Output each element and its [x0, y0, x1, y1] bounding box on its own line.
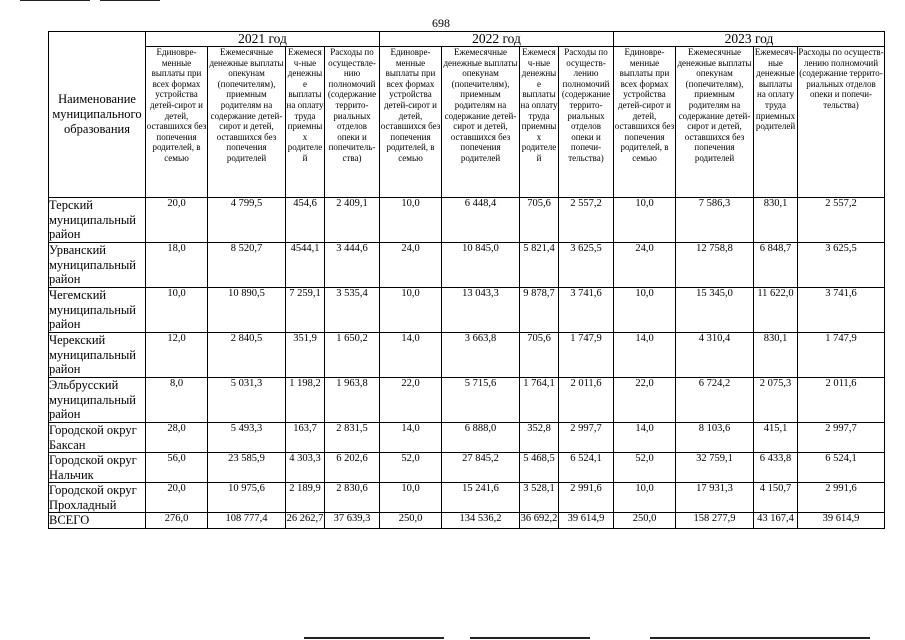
value-cell: 2 409,1 [325, 198, 380, 243]
scan-line-bottom-left [304, 637, 444, 639]
municipality-name-cell: Черекский муниципальный район [49, 333, 146, 378]
value-cell: 6 202,6 [325, 453, 380, 483]
value-cell: 5 468,5 [520, 453, 559, 483]
value-cell: 14,0 [380, 333, 442, 378]
value-cell: 5 715,6 [442, 378, 520, 423]
value-cell: 3 444,6 [325, 243, 380, 288]
value-cell: 3 741,6 [798, 288, 885, 333]
scan-line-top-left [20, 0, 90, 1]
value-cell: 10 890,5 [208, 288, 286, 333]
value-cell: 2 830,6 [325, 483, 380, 513]
total-row [49, 513, 885, 529]
col-header-2021-admin-expenses: Расходы по осуществле-нию полномочий (содержание террито-риальных отделов опеки и попечитель-ства) [325, 47, 380, 198]
table-row [49, 453, 885, 483]
value-cell: 10,0 [380, 198, 442, 243]
municipality-name-cell: Урванский муниципальный район [49, 243, 146, 288]
value-cell: 705,6 [520, 333, 559, 378]
value-cell: 6 524,1 [798, 453, 885, 483]
value-cell: 1 963,8 [325, 378, 380, 423]
value-cell: 22,0 [380, 378, 442, 423]
value-cell: 10,0 [146, 288, 208, 333]
value-cell: 6 888,0 [442, 423, 520, 453]
municipality-name-cell: ВСЕГО [49, 513, 146, 529]
value-cell: 18,0 [146, 243, 208, 288]
col-header-2023-admin-expenses: Расходы по осуществ-лению полномочий (содержание террито-риальных отделов опеки и попечи-тельства) [798, 47, 885, 198]
municipality-name-cell: Городской округ Прохладный [49, 483, 146, 513]
table-body [49, 198, 885, 529]
value-cell: 3 741,6 [559, 288, 614, 333]
value-cell: 27 845,2 [442, 453, 520, 483]
value-cell: 52,0 [380, 453, 442, 483]
value-cell: 4544,1 [286, 243, 325, 288]
year-header-2023: 2023 год [614, 32, 885, 47]
col-header-2022-lump-sum: Единовре-менные выплаты при всех формах устройства детей-сирот и детей, оставшихся без попечения родителей, в семью [380, 47, 442, 198]
subcolumn-header-row [49, 47, 885, 198]
value-cell: 1 747,9 [798, 333, 885, 378]
value-cell: 250,0 [614, 513, 676, 529]
value-cell: 15 345,0 [676, 288, 754, 333]
municipality-name-cell: Эльбрусский муниципальный район [49, 378, 146, 423]
page-number: 698 [432, 16, 450, 30]
value-cell: 351,9 [286, 333, 325, 378]
col-header-2023-lump-sum: Единовре-менные выплаты при всех формах устройства детей-сирот и детей, оставшихся без попечения родителей, в семью [614, 47, 676, 198]
value-cell: 10 845,0 [442, 243, 520, 288]
scan-line-top [100, 0, 160, 1]
value-cell: 2 011,6 [798, 378, 885, 423]
value-cell: 15 241,6 [442, 483, 520, 513]
value-cell: 10,0 [614, 288, 676, 333]
value-cell: 14,0 [380, 423, 442, 453]
value-cell: 4 310,4 [676, 333, 754, 378]
table-row [49, 333, 885, 378]
value-cell: 7 259,1 [286, 288, 325, 333]
value-cell: 12,0 [146, 333, 208, 378]
value-cell: 5 031,3 [208, 378, 286, 423]
value-cell: 52,0 [614, 453, 676, 483]
value-cell: 36 692,2 [520, 513, 559, 529]
scan-line-bottom-right [650, 637, 870, 639]
col-header-2023-guardian-payments: Ежемесячные денежные выплаты опекунам (попечителям), приемным родителям на содержание детей-сирот и детей, оставшихся без попечения родителей [676, 47, 754, 198]
value-cell: 2 991,6 [559, 483, 614, 513]
value-cell: 2 557,2 [559, 198, 614, 243]
value-cell: 2 991,6 [798, 483, 885, 513]
value-cell: 8,0 [146, 378, 208, 423]
municipality-name-cell: Чегемский муниципальный район [49, 288, 146, 333]
value-cell: 4 799,5 [208, 198, 286, 243]
col-header-2022-guardian-payments: Ежемесячные денежные выплаты опекунам (попечителям), приемным родителям на содержание детей-сирот и детей, оставшихся без попечения родителей [442, 47, 520, 198]
municipality-column-header: Наименование муниципального образования [49, 32, 146, 198]
value-cell: 8 520,7 [208, 243, 286, 288]
value-cell: 3 625,5 [798, 243, 885, 288]
value-cell: 2 831,5 [325, 423, 380, 453]
value-cell: 454,6 [286, 198, 325, 243]
value-cell: 3 625,5 [559, 243, 614, 288]
value-cell: 10 975,6 [208, 483, 286, 513]
value-cell: 2 997,7 [798, 423, 885, 453]
value-cell: 10,0 [380, 288, 442, 333]
value-cell: 43 167,4 [754, 513, 798, 529]
value-cell: 13 043,3 [442, 288, 520, 333]
table-row [49, 288, 885, 333]
value-cell: 2 997,7 [559, 423, 614, 453]
value-cell: 20,0 [146, 483, 208, 513]
value-cell: 158 277,9 [676, 513, 754, 529]
value-cell: 2 840,5 [208, 333, 286, 378]
table-row [49, 378, 885, 423]
value-cell: 37 639,3 [325, 513, 380, 529]
value-cell: 250,0 [380, 513, 442, 529]
value-cell: 1 747,9 [559, 333, 614, 378]
value-cell: 10,0 [614, 483, 676, 513]
value-cell: 56,0 [146, 453, 208, 483]
value-cell: 6 724,2 [676, 378, 754, 423]
col-header-2022-foster-parent-pay: Ежемесяч-ные денежные выплаты на оплату труда приемных родителей [520, 47, 559, 198]
value-cell: 163,7 [286, 423, 325, 453]
value-cell: 2 011,6 [559, 378, 614, 423]
value-cell: 2 075,3 [754, 378, 798, 423]
value-cell: 11 622,0 [754, 288, 798, 333]
value-cell: 108 777,4 [208, 513, 286, 529]
year-header-row [49, 32, 885, 47]
value-cell: 352,8 [520, 423, 559, 453]
value-cell: 22,0 [614, 378, 676, 423]
value-cell: 1 764,1 [520, 378, 559, 423]
value-cell: 415,1 [754, 423, 798, 453]
value-cell: 12 758,8 [676, 243, 754, 288]
col-header-2022-admin-expenses: Расходы по осуществ-лению полномочий (содержание террито-риальных отделов опеки и попечи-тельства) [559, 47, 614, 198]
value-cell: 39 614,9 [559, 513, 614, 529]
col-header-2021-guardian-payments: Ежемесячные денежные выплаты опекунам (попечителям), приемным родителям на содержание детей-сирот и детей, оставшихся без попечения родителей [208, 47, 286, 198]
value-cell: 6 433,8 [754, 453, 798, 483]
municipality-name-cell: Городской округ Нальчик [49, 453, 146, 483]
value-cell: 6 524,1 [559, 453, 614, 483]
municipality-name-cell: Городской округ Баксан [49, 423, 146, 453]
value-cell: 20,0 [146, 198, 208, 243]
value-cell: 7 586,3 [676, 198, 754, 243]
col-header-2021-foster-parent-pay: Ежемесяч-ные денежные выплаты на оплату труда приемных родителей [286, 47, 325, 198]
value-cell: 2 557,2 [798, 198, 885, 243]
value-cell: 39 614,9 [798, 513, 885, 529]
value-cell: 830,1 [754, 198, 798, 243]
value-cell: 14,0 [614, 423, 676, 453]
value-cell: 24,0 [614, 243, 676, 288]
value-cell: 6 848,7 [754, 243, 798, 288]
value-cell: 2 189,9 [286, 483, 325, 513]
value-cell: 3 663,8 [442, 333, 520, 378]
value-cell: 5 821,4 [520, 243, 559, 288]
col-header-2023-foster-parent-pay: Ежемесяч-ные денежные выплаты на оплату труда приемных родителей [754, 47, 798, 198]
value-cell: 17 931,3 [676, 483, 754, 513]
value-cell: 830,1 [754, 333, 798, 378]
table-row [49, 423, 885, 453]
municipality-name-cell: Терский муниципальный район [49, 198, 146, 243]
value-cell: 3 535,4 [325, 288, 380, 333]
table-row [49, 198, 885, 243]
value-cell: 28,0 [146, 423, 208, 453]
value-cell: 1 650,2 [325, 333, 380, 378]
value-cell: 8 103,6 [676, 423, 754, 453]
value-cell: 3 528,1 [520, 483, 559, 513]
value-cell: 23 585,9 [208, 453, 286, 483]
value-cell: 9 878,7 [520, 288, 559, 333]
value-cell: 5 493,3 [208, 423, 286, 453]
scan-line-bottom-mid [470, 637, 590, 639]
value-cell: 705,6 [520, 198, 559, 243]
table-row [49, 483, 885, 513]
value-cell: 26 262,7 [286, 513, 325, 529]
value-cell: 6 448,4 [442, 198, 520, 243]
year-header-2022: 2022 год [380, 32, 614, 47]
value-cell: 10,0 [614, 198, 676, 243]
table-row [49, 243, 885, 288]
value-cell: 134 536,2 [442, 513, 520, 529]
col-header-2021-lump-sum: Единовре-менные выплаты при всех формах устройства детей-сирот и детей, оставшихся без попечения родителей, в семью [146, 47, 208, 198]
budget-table [48, 31, 885, 529]
value-cell: 32 759,1 [676, 453, 754, 483]
value-cell: 10,0 [380, 483, 442, 513]
value-cell: 14,0 [614, 333, 676, 378]
value-cell: 24,0 [380, 243, 442, 288]
value-cell: 4 303,3 [286, 453, 325, 483]
year-header-2021: 2021 год [146, 32, 380, 47]
value-cell: 276,0 [146, 513, 208, 529]
value-cell: 4 150,7 [754, 483, 798, 513]
value-cell: 1 198,2 [286, 378, 325, 423]
